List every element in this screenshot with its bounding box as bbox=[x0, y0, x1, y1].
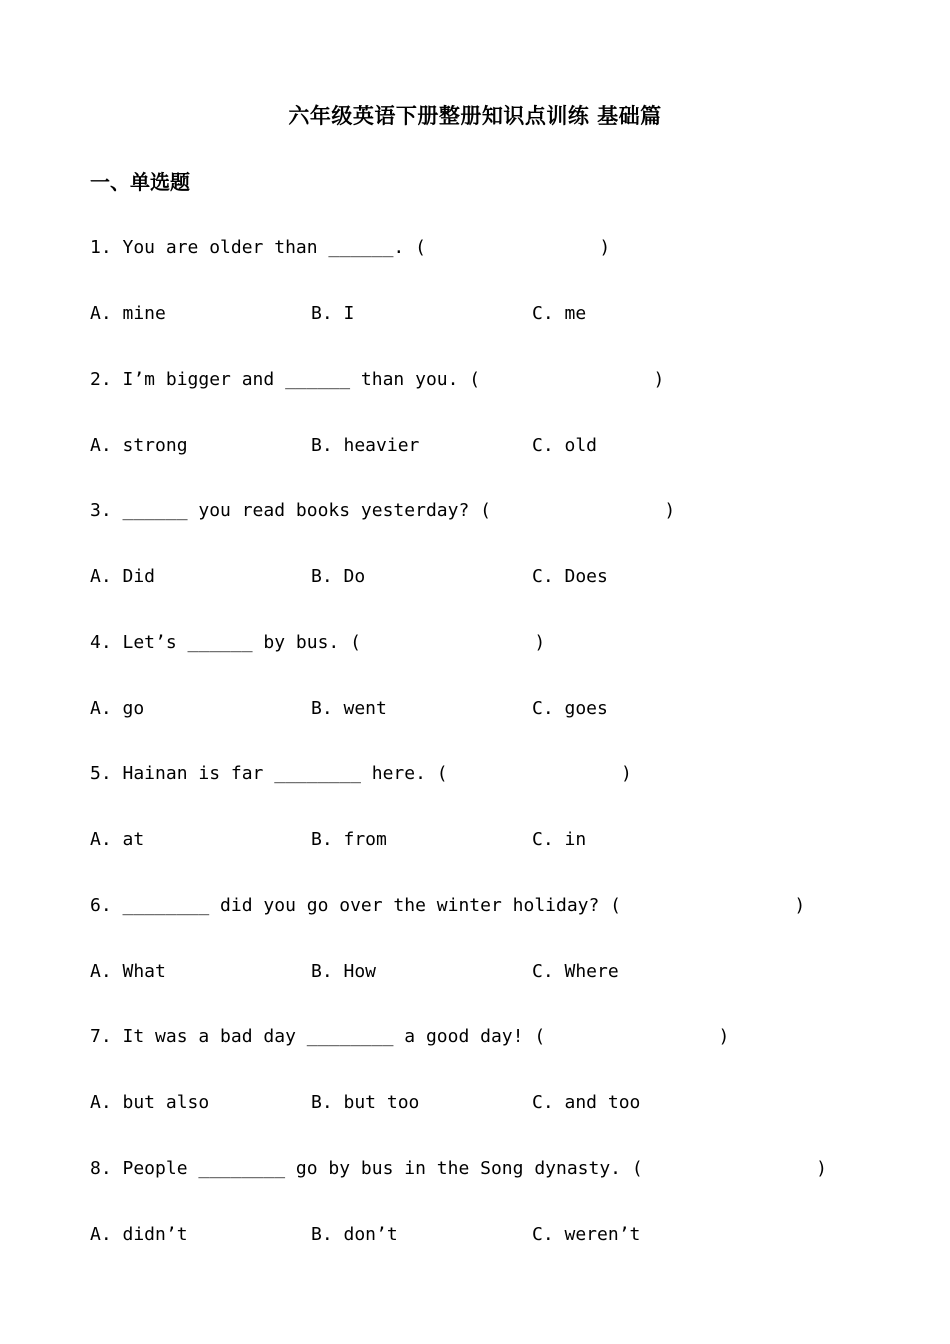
question-item bbox=[90, 891, 890, 1023]
answer-blank bbox=[480, 365, 653, 395]
option-c: C. in bbox=[532, 829, 587, 850]
question-item bbox=[90, 1154, 890, 1286]
question-text: 3. ______ you read books yesterday? ( bbox=[90, 500, 491, 521]
option-a: A. at bbox=[90, 829, 145, 850]
option-b: B. How bbox=[311, 960, 377, 982]
option-row bbox=[90, 825, 890, 855]
option-c: C. and too bbox=[532, 1092, 641, 1113]
option-row bbox=[90, 1220, 890, 1250]
closing-paren: ) bbox=[599, 237, 611, 258]
answer-blank bbox=[643, 1154, 816, 1184]
option-b: B. heavier bbox=[311, 434, 420, 456]
option-row bbox=[90, 562, 890, 592]
question-item bbox=[90, 365, 890, 497]
closing-paren: ) bbox=[794, 894, 806, 916]
option-c: C. weren’t bbox=[532, 1223, 641, 1245]
answer-blank bbox=[545, 1022, 718, 1052]
option-row bbox=[90, 299, 890, 329]
answer-blank bbox=[426, 233, 599, 263]
question-text: 1. You are older than ______. ( bbox=[90, 237, 426, 258]
question-text: 7. It was a bad day ________ a good day! ( bbox=[90, 1026, 546, 1047]
option-c: C. Where bbox=[532, 960, 619, 982]
question-item bbox=[90, 233, 890, 365]
section-heading: 一、单选题 bbox=[90, 170, 190, 194]
closing-paren: ) bbox=[816, 1157, 827, 1179]
option-b: B. from bbox=[311, 829, 387, 850]
question-text: 2. I’m bigger and ______ than you. ( bbox=[90, 368, 481, 390]
answer-blank bbox=[491, 496, 664, 526]
closing-paren: ) bbox=[621, 763, 632, 784]
option-c: C. Does bbox=[532, 566, 608, 587]
closing-paren: ) bbox=[718, 1026, 730, 1047]
option-a: A. but also bbox=[90, 1092, 210, 1113]
closing-paren: ) bbox=[664, 500, 676, 521]
option-row bbox=[90, 1088, 890, 1118]
question-item bbox=[90, 628, 890, 760]
question-item bbox=[90, 759, 890, 891]
option-row bbox=[90, 957, 890, 987]
option-a: A. mine bbox=[90, 303, 166, 324]
question-stem bbox=[90, 759, 890, 825]
question-stem bbox=[90, 496, 890, 562]
question-text: 4. Let’s ______ by bus. ( bbox=[90, 631, 361, 653]
question-text: 8. People ________ go by bus in the Song dynasty. ( bbox=[90, 1157, 643, 1179]
option-b: B. but too bbox=[311, 1092, 420, 1113]
option-a: A. didn’t bbox=[90, 1223, 188, 1245]
question-list bbox=[90, 233, 890, 1285]
option-b: B. I bbox=[311, 303, 355, 324]
option-b: B. went bbox=[311, 697, 387, 719]
option-a: A. go bbox=[90, 697, 145, 719]
option-row bbox=[90, 431, 890, 461]
option-a: A. strong bbox=[90, 434, 188, 456]
question-stem bbox=[90, 1154, 890, 1220]
question-stem bbox=[90, 365, 890, 431]
option-a: A. Did bbox=[90, 566, 156, 587]
option-b: B. Do bbox=[311, 566, 366, 587]
question-text: 5. Hainan is far ________ here. ( bbox=[90, 763, 448, 784]
option-a: A. What bbox=[90, 960, 166, 982]
question-stem bbox=[90, 628, 890, 694]
question-stem bbox=[90, 891, 890, 957]
option-c: C. goes bbox=[532, 697, 608, 719]
answer-blank bbox=[448, 759, 621, 789]
document-title: 六年级英语下册整册知识点训练 基础篇 bbox=[288, 103, 662, 128]
option-b: B. don’t bbox=[311, 1223, 398, 1245]
option-c: C. me bbox=[532, 303, 587, 324]
answer-blank bbox=[361, 628, 534, 658]
question-text: 6. ________ did you go over the winter holiday? ( bbox=[90, 894, 622, 916]
closing-paren: ) bbox=[653, 368, 665, 390]
question-stem bbox=[90, 1022, 890, 1088]
question-item bbox=[90, 1022, 890, 1154]
answer-blank bbox=[621, 891, 794, 921]
option-row bbox=[90, 694, 890, 724]
closing-paren: ) bbox=[534, 631, 546, 653]
option-c: C. old bbox=[532, 434, 598, 456]
question-item bbox=[90, 496, 890, 628]
question-stem bbox=[90, 233, 890, 299]
